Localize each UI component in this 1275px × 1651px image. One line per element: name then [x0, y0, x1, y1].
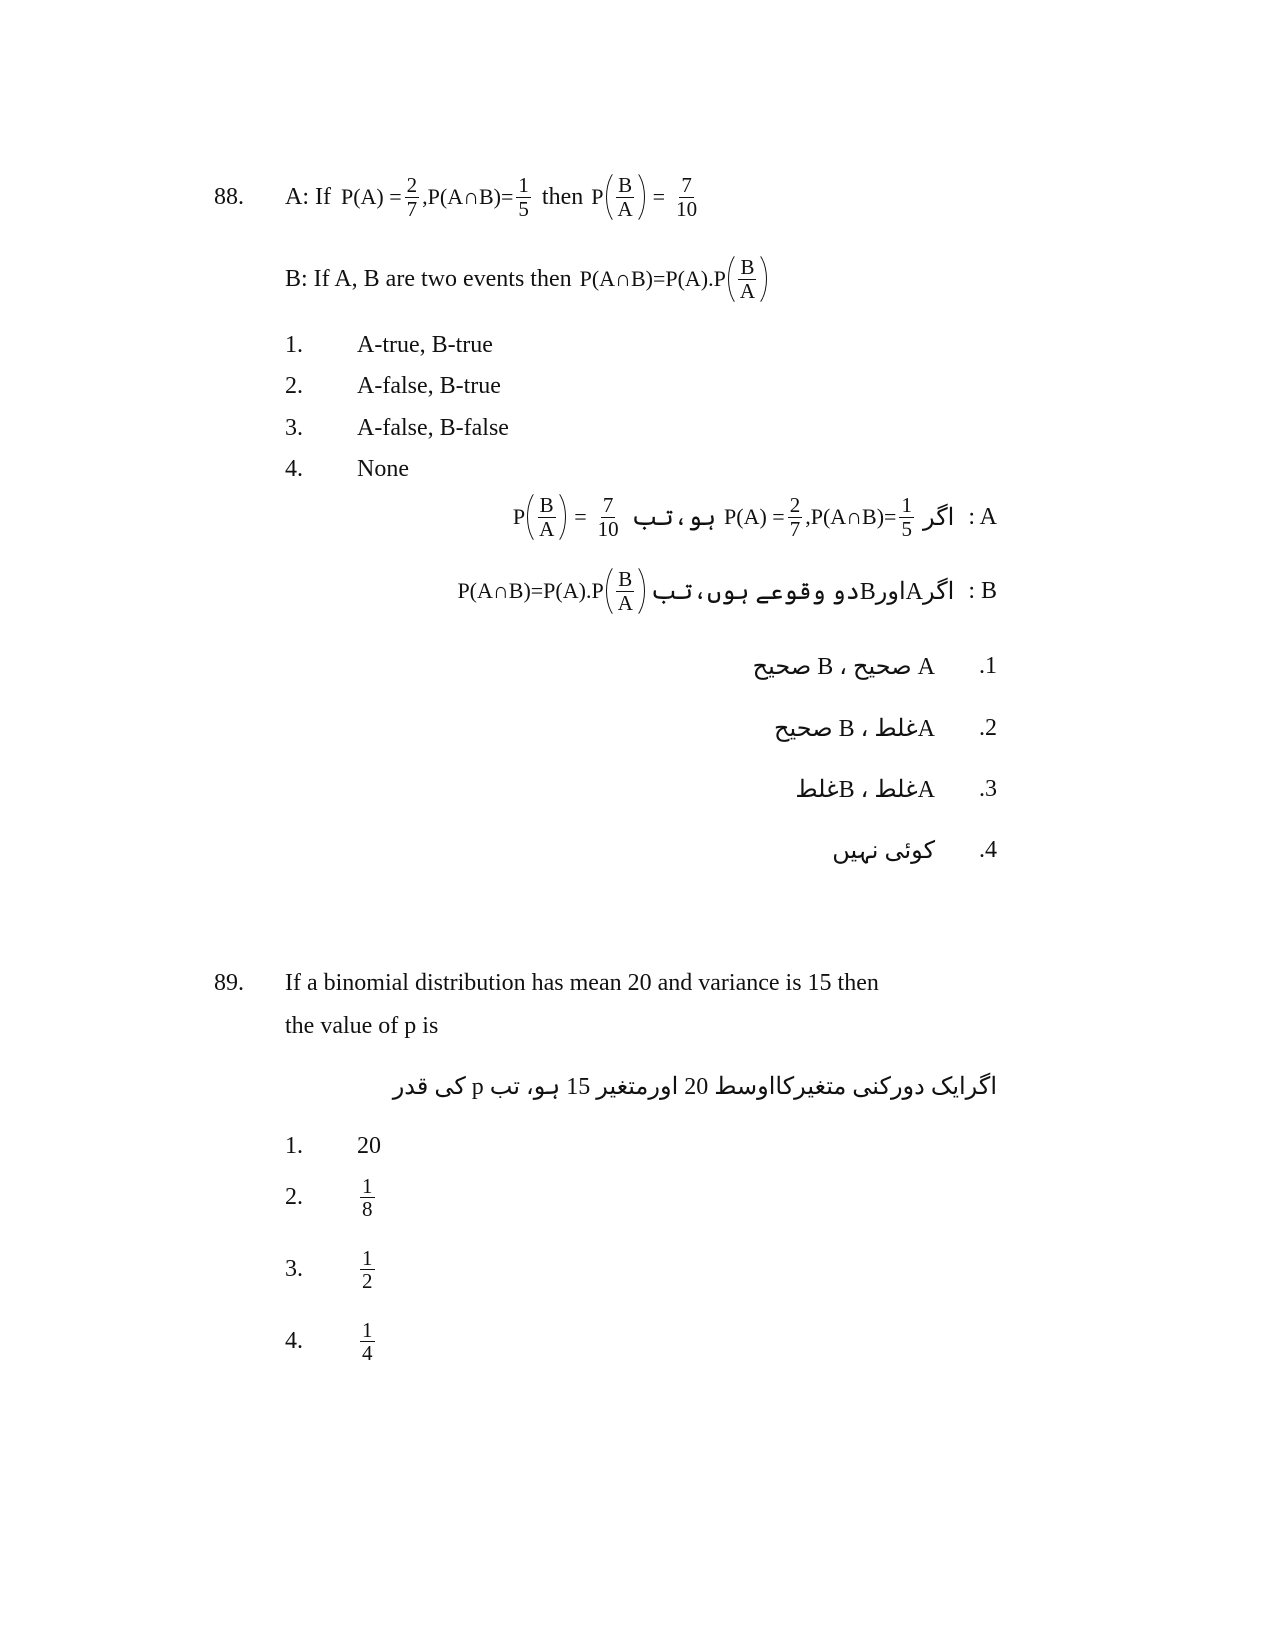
q88-option-3[interactable]: 3. A-false, B-false [285, 415, 509, 441]
urdu-label-b: : B [968, 577, 997, 604]
statement-a-prefix: A: If [285, 183, 331, 210]
q89-option-4[interactable]: 4. $\frac{1}{4}$ [285, 1318, 373, 1366]
result-fraction: $\frac{7}{10}$ [676, 173, 698, 221]
q89-text-line-2: the value of p is [285, 1013, 439, 1039]
q88-urdu-option-2[interactable]: Aغلط ، B صحیح .2 [774, 715, 997, 742]
conditional-b-given-a: $\frac{B}{A}$ [728, 250, 767, 308]
q88-urdu-statement-a [513, 488, 997, 546]
question-89-number: 89. [214, 970, 244, 996]
pa-fraction: $\frac{2}{7}$ [406, 173, 418, 221]
p-symbol: P [512, 504, 526, 529]
p-symbol: P [591, 184, 604, 209]
q88-urdu-statement-b [457, 562, 997, 620]
conditional-b-given-a: $\frac{B}{A}$ [606, 168, 645, 226]
pa-expr: P(A) = [724, 504, 785, 529]
urdu-ho-tab: ہو،تب [631, 504, 717, 531]
q89-option-2[interactable]: 2. $\frac{1}{8}$ [285, 1174, 373, 1222]
q88-option-4[interactable]: 4. None [285, 456, 409, 482]
q88-option-1[interactable]: 1. A-true, B-true [285, 332, 493, 358]
q89-option-3[interactable]: 3. $\frac{1}{2}$ [285, 1246, 373, 1294]
q88-statement-b [285, 250, 769, 308]
product-rule-formula: P(A∩B)=P(A).P [457, 578, 604, 603]
urdu-statement-b-text: اگرAاورBدو وقوعے ہوں،تب [650, 578, 955, 605]
pab-expr: ,P(A∩B)= [805, 504, 897, 529]
option-fraction: $\frac{1}{8}$ [362, 1174, 373, 1222]
product-rule-formula: P(A∩B)=P(A).P [579, 266, 726, 291]
pa-expr: P(A) = [340, 184, 402, 209]
then-word: then [541, 183, 584, 210]
q88-option-2[interactable]: 2. A-false, B-true [285, 373, 501, 399]
urdu-label-a: : A [968, 503, 997, 530]
q89-option-1[interactable]: 1. 20 [285, 1133, 381, 1159]
equals-sign: = [574, 504, 587, 529]
statement-b-prefix: B: If A, B are two events then [285, 265, 572, 292]
pa-fraction: $\frac{2}{7}$ [789, 493, 801, 541]
pab-fraction: $\frac{1}{5}$ [901, 493, 912, 541]
option-fraction: $\frac{1}{4}$ [362, 1318, 373, 1366]
conditional-b-given-a: $\frac{B}{A}$ [527, 488, 566, 546]
q88-statement-a [285, 168, 702, 226]
conditional-b-given-a: $\frac{B}{A}$ [606, 562, 645, 620]
option-fraction: $\frac{1}{2}$ [362, 1246, 373, 1294]
q89-urdu-text: اگرایک دورکنی متغیرکااوسط 20 اورمتغیر 15 ہو، تب p کی قدر [392, 1074, 997, 1100]
question-88-number: 88. [214, 184, 244, 210]
urdu-agar: اگر [922, 504, 955, 531]
pab-fraction: $\frac{1}{5}$ [518, 173, 529, 221]
q89-text-line-1: If a binomial distribution has mean 20 and variance is 15 then [285, 970, 879, 996]
pab-expr: ,P(A∩B)= [422, 184, 514, 209]
result-fraction: $\frac{7}{10}$ [597, 493, 619, 541]
q88-urdu-option-1[interactable]: A صحیح ، B صحیح .1 [752, 653, 997, 680]
equals-sign: = [652, 184, 666, 209]
q88-urdu-option-3[interactable]: Aغلط ، Bغلط .3 [795, 776, 997, 803]
q88-urdu-option-4[interactable]: کوئی نہیں .4 [832, 837, 997, 864]
